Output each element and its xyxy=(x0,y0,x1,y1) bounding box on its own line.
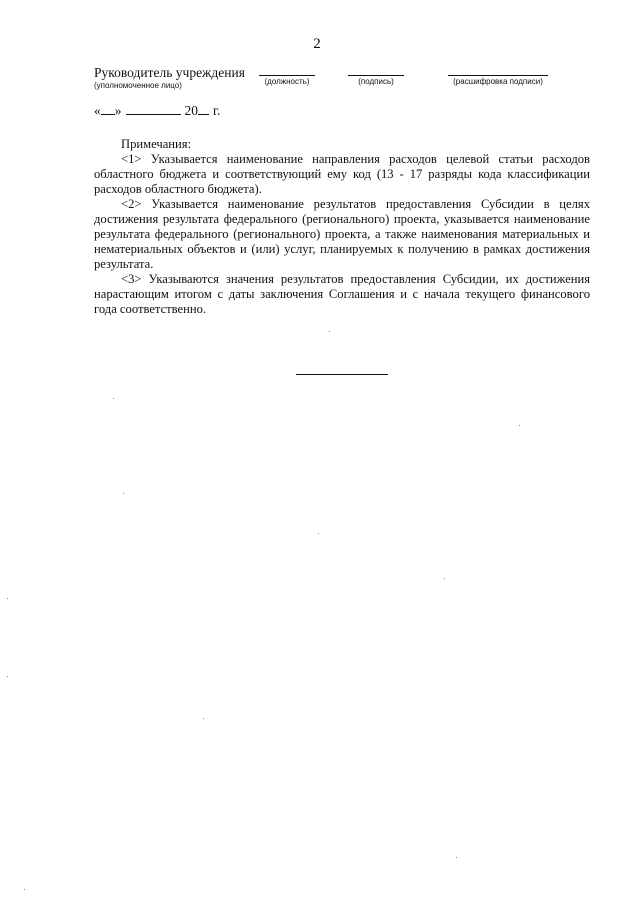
notes-section xyxy=(94,137,590,317)
scan-speck xyxy=(444,578,445,579)
signatory-subtitle: (уполномоченное лицо) xyxy=(94,81,182,90)
scan-speck xyxy=(329,331,330,332)
scan-speck xyxy=(318,533,319,534)
scan-speck xyxy=(456,857,457,858)
year-suffix: г. xyxy=(213,103,221,118)
scan-speck xyxy=(24,889,25,890)
scan-speck xyxy=(123,493,124,494)
signature-field-signature: (подпись) xyxy=(348,75,404,86)
scan-speck xyxy=(7,676,8,677)
year-prefix: 20 xyxy=(184,103,198,118)
notes-title: Примечания: xyxy=(121,137,192,151)
month-blank xyxy=(126,102,181,115)
day-blank xyxy=(101,102,115,115)
scan-speck xyxy=(203,718,204,719)
signatory-title: Руководитель учреждения xyxy=(94,65,245,80)
end-of-document-rule xyxy=(296,374,388,375)
scan-speck xyxy=(519,425,520,426)
note-item: <2> Указывается наименование результатов предоставления Субсидии в целях достижения результата федерального (регионального) проекта, указывается наименование результата федерального (регионального) проекта, а также наименования материальных и нематериальных объектов и (или) услуг, планируемых к получению в рамках достижения результата. xyxy=(94,197,590,271)
scan-speck xyxy=(7,598,8,599)
date-close-quote: » xyxy=(114,103,122,118)
year-blank xyxy=(198,102,209,115)
signature-field-position: (должность) xyxy=(259,75,315,86)
date-line xyxy=(94,102,220,119)
note-item: <3> Указываются значения результатов предоставления Субсидии, их достижения нарастающим итогом с даты заключения Соглашения и с начала текущего финансового года соответственно. xyxy=(94,272,590,316)
page-number: 2 xyxy=(313,36,321,52)
scan-speck xyxy=(113,398,114,399)
signature-field-name: (расшифровка подписи) xyxy=(448,75,548,86)
note-item: <1> Указывается наименование направления расходов целевой статьи расходов областного бюджета и соответствующий ему код (13 - 17 разряды кода классификации расходов областного бюджета). xyxy=(94,152,590,196)
date-open-quote: « xyxy=(94,103,101,118)
